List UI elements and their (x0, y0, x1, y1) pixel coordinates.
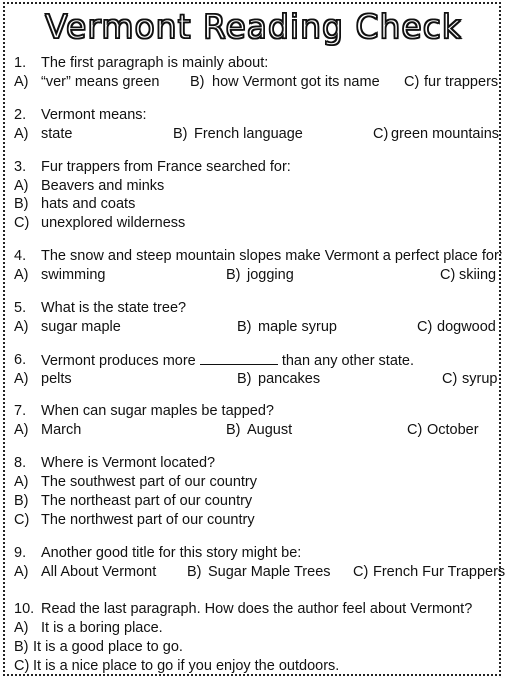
option-letter: B) (237, 371, 252, 387)
option-letter: B) (14, 639, 29, 655)
question-text: Fur trappers from France searched for: (41, 159, 291, 175)
option-text: syrup (462, 371, 498, 387)
option-letter: C) (14, 658, 30, 674)
question-text-before: Vermont produces more (41, 353, 196, 369)
question-text: The first paragraph is mainly about: (41, 55, 269, 71)
option-text: Beavers and minks (41, 178, 165, 194)
option-text: unexplored wilderness (41, 215, 186, 231)
option-letter: C) (417, 319, 433, 335)
option-text: hats and coats (41, 196, 136, 212)
question-number: 2. (14, 107, 27, 123)
question-text-after: than any other state. (281, 353, 415, 369)
option-letter: B) (226, 267, 241, 283)
option-letter: B) (14, 493, 29, 509)
option-letter: B) (14, 196, 29, 212)
option-text: It is a boring place. (41, 620, 163, 636)
option-text: swimming (41, 267, 106, 283)
option-text: French language (194, 126, 303, 142)
question-text: When can sugar maples be tapped? (41, 403, 274, 419)
question-number: 5. (14, 300, 27, 316)
option-letter: A) (14, 267, 29, 283)
option-text: It is a good place to go. (33, 639, 183, 655)
option-text: how Vermont got its name (212, 74, 380, 90)
option-letter: A) (14, 319, 29, 335)
option-letter: A) (14, 371, 29, 387)
option-text: state (41, 126, 73, 142)
question-text: Vermont means: (41, 107, 147, 123)
option-letter: B) (226, 422, 241, 438)
option-text: March (41, 422, 82, 438)
option-text: maple syrup (258, 319, 337, 335)
option-letter: C) (14, 215, 30, 231)
option-letter: C) (442, 371, 458, 387)
question-number: 6. (14, 352, 27, 368)
option-text: October (427, 422, 479, 438)
question-number: 7. (14, 403, 27, 419)
question-text: Another good title for this story might be: (41, 545, 302, 561)
option-text: “ver” means green (41, 74, 160, 90)
question-text: Read the last paragraph. How does the author feel about Vermont? (41, 601, 473, 617)
option-text: It is a nice place to go if you enjoy the outdoors. (33, 658, 340, 674)
option-letter: A) (14, 178, 29, 194)
question-number: 3. (14, 159, 27, 175)
question-number: 4. (14, 248, 27, 264)
option-letter: B) (173, 126, 188, 142)
option-letter: A) (14, 620, 29, 636)
option-text: The northwest part of our country (41, 512, 255, 528)
option-text: pancakes (258, 371, 321, 387)
option-text: The southwest part of our country (41, 474, 257, 490)
option-text: All About Vermont (41, 564, 157, 580)
option-letter: B) (187, 564, 202, 580)
option-text: skiing (459, 267, 497, 283)
question-text (41, 351, 414, 370)
option-letter: C) (407, 422, 423, 438)
option-letter: B) (237, 319, 252, 335)
option-letter: A) (14, 126, 29, 142)
option-text: jogging (247, 267, 294, 283)
option-letter: C) (440, 267, 456, 283)
question-number: 9. (14, 545, 27, 561)
option-text: French Fur Trappers (373, 564, 506, 580)
option-letter: B) (190, 74, 205, 90)
page-title: Vermont Reading Check (45, 7, 462, 46)
question-text: The snow and steep mountain slopes make Vermont a perfect place for: (41, 248, 503, 264)
option-text: pelts (41, 371, 72, 387)
option-text: Sugar Maple Trees (208, 564, 331, 580)
option-letter: C) (373, 126, 389, 142)
option-letter: A) (14, 422, 29, 438)
option-letter: C) (404, 74, 420, 90)
question-number: 1. (14, 55, 27, 71)
question-number: 10. (14, 601, 35, 617)
question-text: What is the state tree? (41, 300, 187, 316)
option-letter: A) (14, 74, 29, 90)
title-banner (0, 3, 507, 53)
option-text: fur trappers (424, 74, 499, 90)
option-letter: C) (353, 564, 369, 580)
option-text: dogwood (437, 319, 496, 335)
option-text: green mountains (391, 126, 500, 142)
option-letter: A) (14, 564, 29, 580)
option-letter: C) (14, 512, 30, 528)
option-text: sugar maple (41, 319, 121, 335)
question-number: 8. (14, 455, 27, 471)
question-text: Where is Vermont located? (41, 455, 216, 471)
option-letter: A) (14, 474, 29, 490)
option-text: The northeast part of our country (41, 493, 253, 509)
option-text: August (247, 422, 293, 438)
answer-blank (200, 351, 278, 365)
